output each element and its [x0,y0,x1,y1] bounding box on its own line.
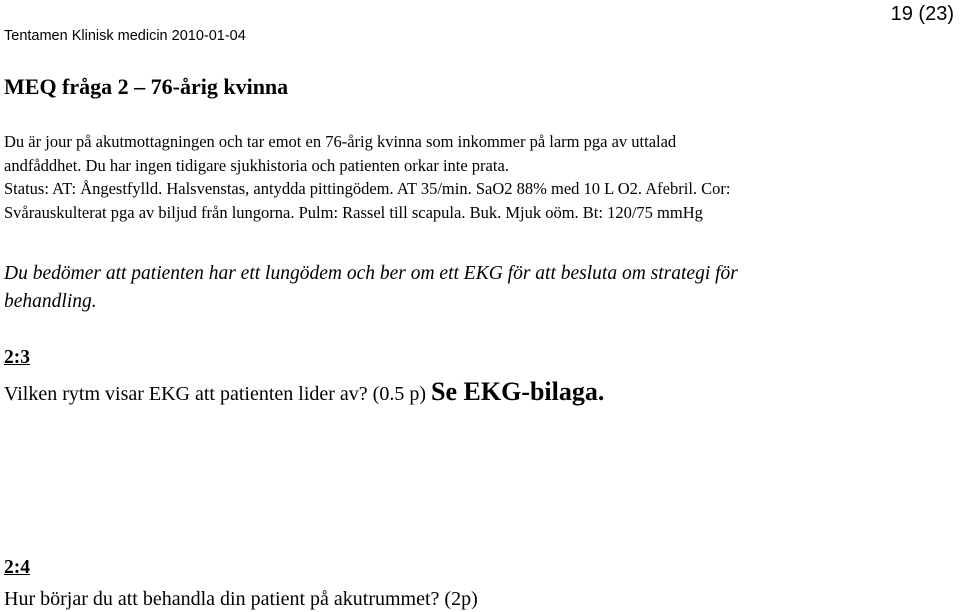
exam-header: Tentamen Klinisk medicin 2010-01-04 [4,28,246,44]
page-number: 19 (23) [890,3,954,25]
question-text: Vilken rytm visar EKG att patienten lider av? (0.5 p) [4,383,432,405]
assessment-paragraph [4,260,956,316]
question-number-2-4: 2:4 [4,557,30,578]
question-text-2-4: Hur börjar du att behandla din patient på akutrummet? (2p) [4,588,478,610]
case-description [4,130,954,224]
case-line: Status: AT: Ångestfylld. Halsvenstas, antydda pittingödem. AT 35/min. SaO2 88% med 10 L O2. Afebril. Cor: [4,179,731,198]
question-number-2-3: 2:3 [4,347,30,368]
case-line: Du är jour på akutmottagningen och tar emot en 76-årig kvinna som inkommer på larm pga av uttalad [4,132,677,151]
question-text-2-3 [4,379,604,407]
question-title: MEQ fråga 2 – 76-årig kvinna [4,74,289,99]
case-line: andfåddhet. Du har ingen tidigare sjukhistoria och patienten orkar inte prata. [4,155,509,175]
assessment-line: behandling. [4,291,97,312]
ekg-reference: Se EKG-bilaga. [431,377,605,406]
assessment-line: Du bedömer att patienten har ett lungödem och ber om ett EKG för att besluta om strategi för [4,263,738,284]
case-line: Svårauskulterat pga av biljud från lungorna. Pulm: Rassel till scapula. Buk. Mjuk oöm. Bt: 120/75 mmHg [4,202,703,222]
